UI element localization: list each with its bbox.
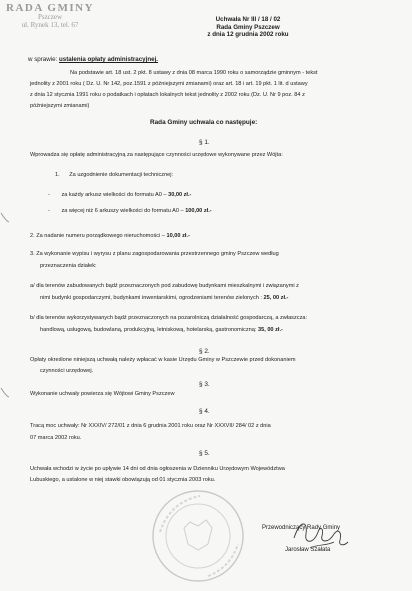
section-5-heading: § 5. (199, 450, 210, 457)
section-3-heading: § 3. (199, 381, 210, 388)
stamp-line-2: Pszczew (37, 13, 63, 21)
section-5-line-1: Uchwała wchodzi w życie po upływie 14 dni od dnia ogłoszenia w Dzienniku Urzędowym Województwa (30, 466, 285, 472)
section-2-line-2: czynności urzędowej. (40, 368, 94, 374)
item-3-line-1: 3. Za wykonanie wypisu i wyrysu z planu zagospodarowania przestrzennego gminy Pszczew według (30, 251, 279, 257)
item-3b-line-1: b/ dla terenów wykorzystywanych bądź przeznaczonych na pozarolniczą działalność gospodarczą, a zwłaszcza: (30, 315, 308, 321)
section-2-heading: § 2. (199, 348, 210, 355)
resolves-heading: Rada Gminy uchwala co następuje: (150, 119, 258, 126)
bullet-text: za więcej niż 6 arkuszy wielkości do formatu A0 – (61, 208, 186, 214)
section-4-line-1: Tracą moc uchwały: Nr XXXIV/ 272/01 z dnia 6 grudnia 2001 roku oraz Nr XXXVII/ 284/ 02 z dnia (30, 423, 271, 429)
official-round-seal (150, 488, 246, 584)
section-1-heading: § 1. (199, 139, 210, 146)
subject-prefix: w sprawie: (28, 56, 58, 63)
bullet-text: za każdy arkusz wielkości do formatu A0 – (61, 192, 169, 198)
item-3a-text: nimi budynki gospodarczymi, budynkami inwentarskimi, ogrodzeniami terenów zielonych : (40, 295, 264, 301)
bullet-value: 100,00 zł.- (185, 208, 212, 214)
handwritten-signature (290, 514, 350, 554)
section-5-line-2: Lubuskiego, a ustalone w niej stawki obowiązują od 01 stycznia 2003 roku. (30, 477, 216, 483)
stamp-line-3: ul. Rynek 13, tel. 67 (21, 21, 79, 29)
scan-hole-mark (0, 386, 10, 398)
subject-line (28, 56, 158, 63)
section-4-heading: § 4. (199, 408, 210, 415)
resolution-number: Uchwała Nr III / 18 / 02 (215, 16, 281, 23)
section-1-intro: Wprowadza się opłatę administracyjną za następujące czynności urzędowe wykonywane przez Wójta: (30, 152, 283, 158)
item-2 (30, 233, 190, 240)
bullet-dash: - (48, 208, 50, 214)
item-3a-value: 25, 00 zł.- (263, 295, 289, 301)
council-name: Rada Gminy Pszczew (216, 23, 280, 31)
item-1-number: 1. (55, 172, 60, 178)
section-2-line-1: Opłaty określone niniejszą uchwałą należy wpłacać w kasie Urzędu Gminy w Pszczewie przed dokonaniem (30, 357, 296, 363)
item-1-bullet-2 (48, 208, 212, 215)
resolution-date: z dnia 12 grudnia 2002 roku (207, 31, 289, 39)
subject-text: ustalenia opłaty administracyjnej. (58, 56, 159, 63)
resolution-header (188, 16, 308, 39)
section-3-text: Wykonanie uchwały powierza się Wójtowi Gminy Pszczew (30, 391, 175, 397)
item-3a-line-2 (40, 295, 288, 302)
item-2-value: 10,00 zł.- (166, 233, 190, 239)
item-3b-line-2 (40, 327, 283, 334)
legal-basis-line-4: późniejszymi zmianami) (30, 103, 90, 109)
item-3b-text: handlową, usługową, budowlaną, produkcyjną, letniskową, hotelarską, gastronomiczną: (40, 327, 258, 333)
item-3-line-2: przeznaczenia działek: (40, 263, 97, 269)
bullet-value: 30,00 zł.- (168, 192, 192, 198)
item-3a-line-1: a/ dla terenów zabudowanych bądź przeznaczonych pod zabudowę budynkami mieszkalnymi i związanymi z (30, 283, 299, 289)
council-stamp (6, 3, 94, 29)
bullet-dash: - (48, 192, 50, 198)
legal-basis-line-1: Na podstawie art. 18 ust. 2 pkt. 8 ustawy z dnia 08 marca 1990 roku o samorządzie gminnym - tekst (70, 70, 318, 76)
item-1-bullet-1 (48, 192, 191, 199)
signature-title: Przewodniczący Rady Gminy (262, 525, 341, 531)
legal-basis-line-3: z dnia 12 stycznia 1991 roku o podatkach i opłatach lokalnych tekst jednolity z 2002 roku (Dz. U. Nr 9 poz. 84 z (30, 92, 305, 98)
item-3b-value: 35, 00 zł.- (257, 327, 283, 333)
item-1 (55, 172, 173, 179)
item-1-text: Za uzgodnienie dokumentacji technicznej: (69, 172, 174, 178)
section-4-line-2: 07 marca 2002 roku. (30, 435, 82, 441)
signature-name: Jarosław Szałata (285, 547, 331, 553)
stamp-line-1: RADA GMINY (6, 2, 95, 14)
item-2-text: 2. Za nadanie numeru porządkowego nieruchomości – (30, 233, 167, 239)
legal-basis-line-2: jednolity z 2001 roku ( Dz. U. Nr 142, poz.1591 z późniejszymi zmianami) oraz art. 18 i art. 19 pkt. 1 lit. d ustawy (30, 81, 308, 87)
scan-hole-mark (0, 211, 10, 223)
